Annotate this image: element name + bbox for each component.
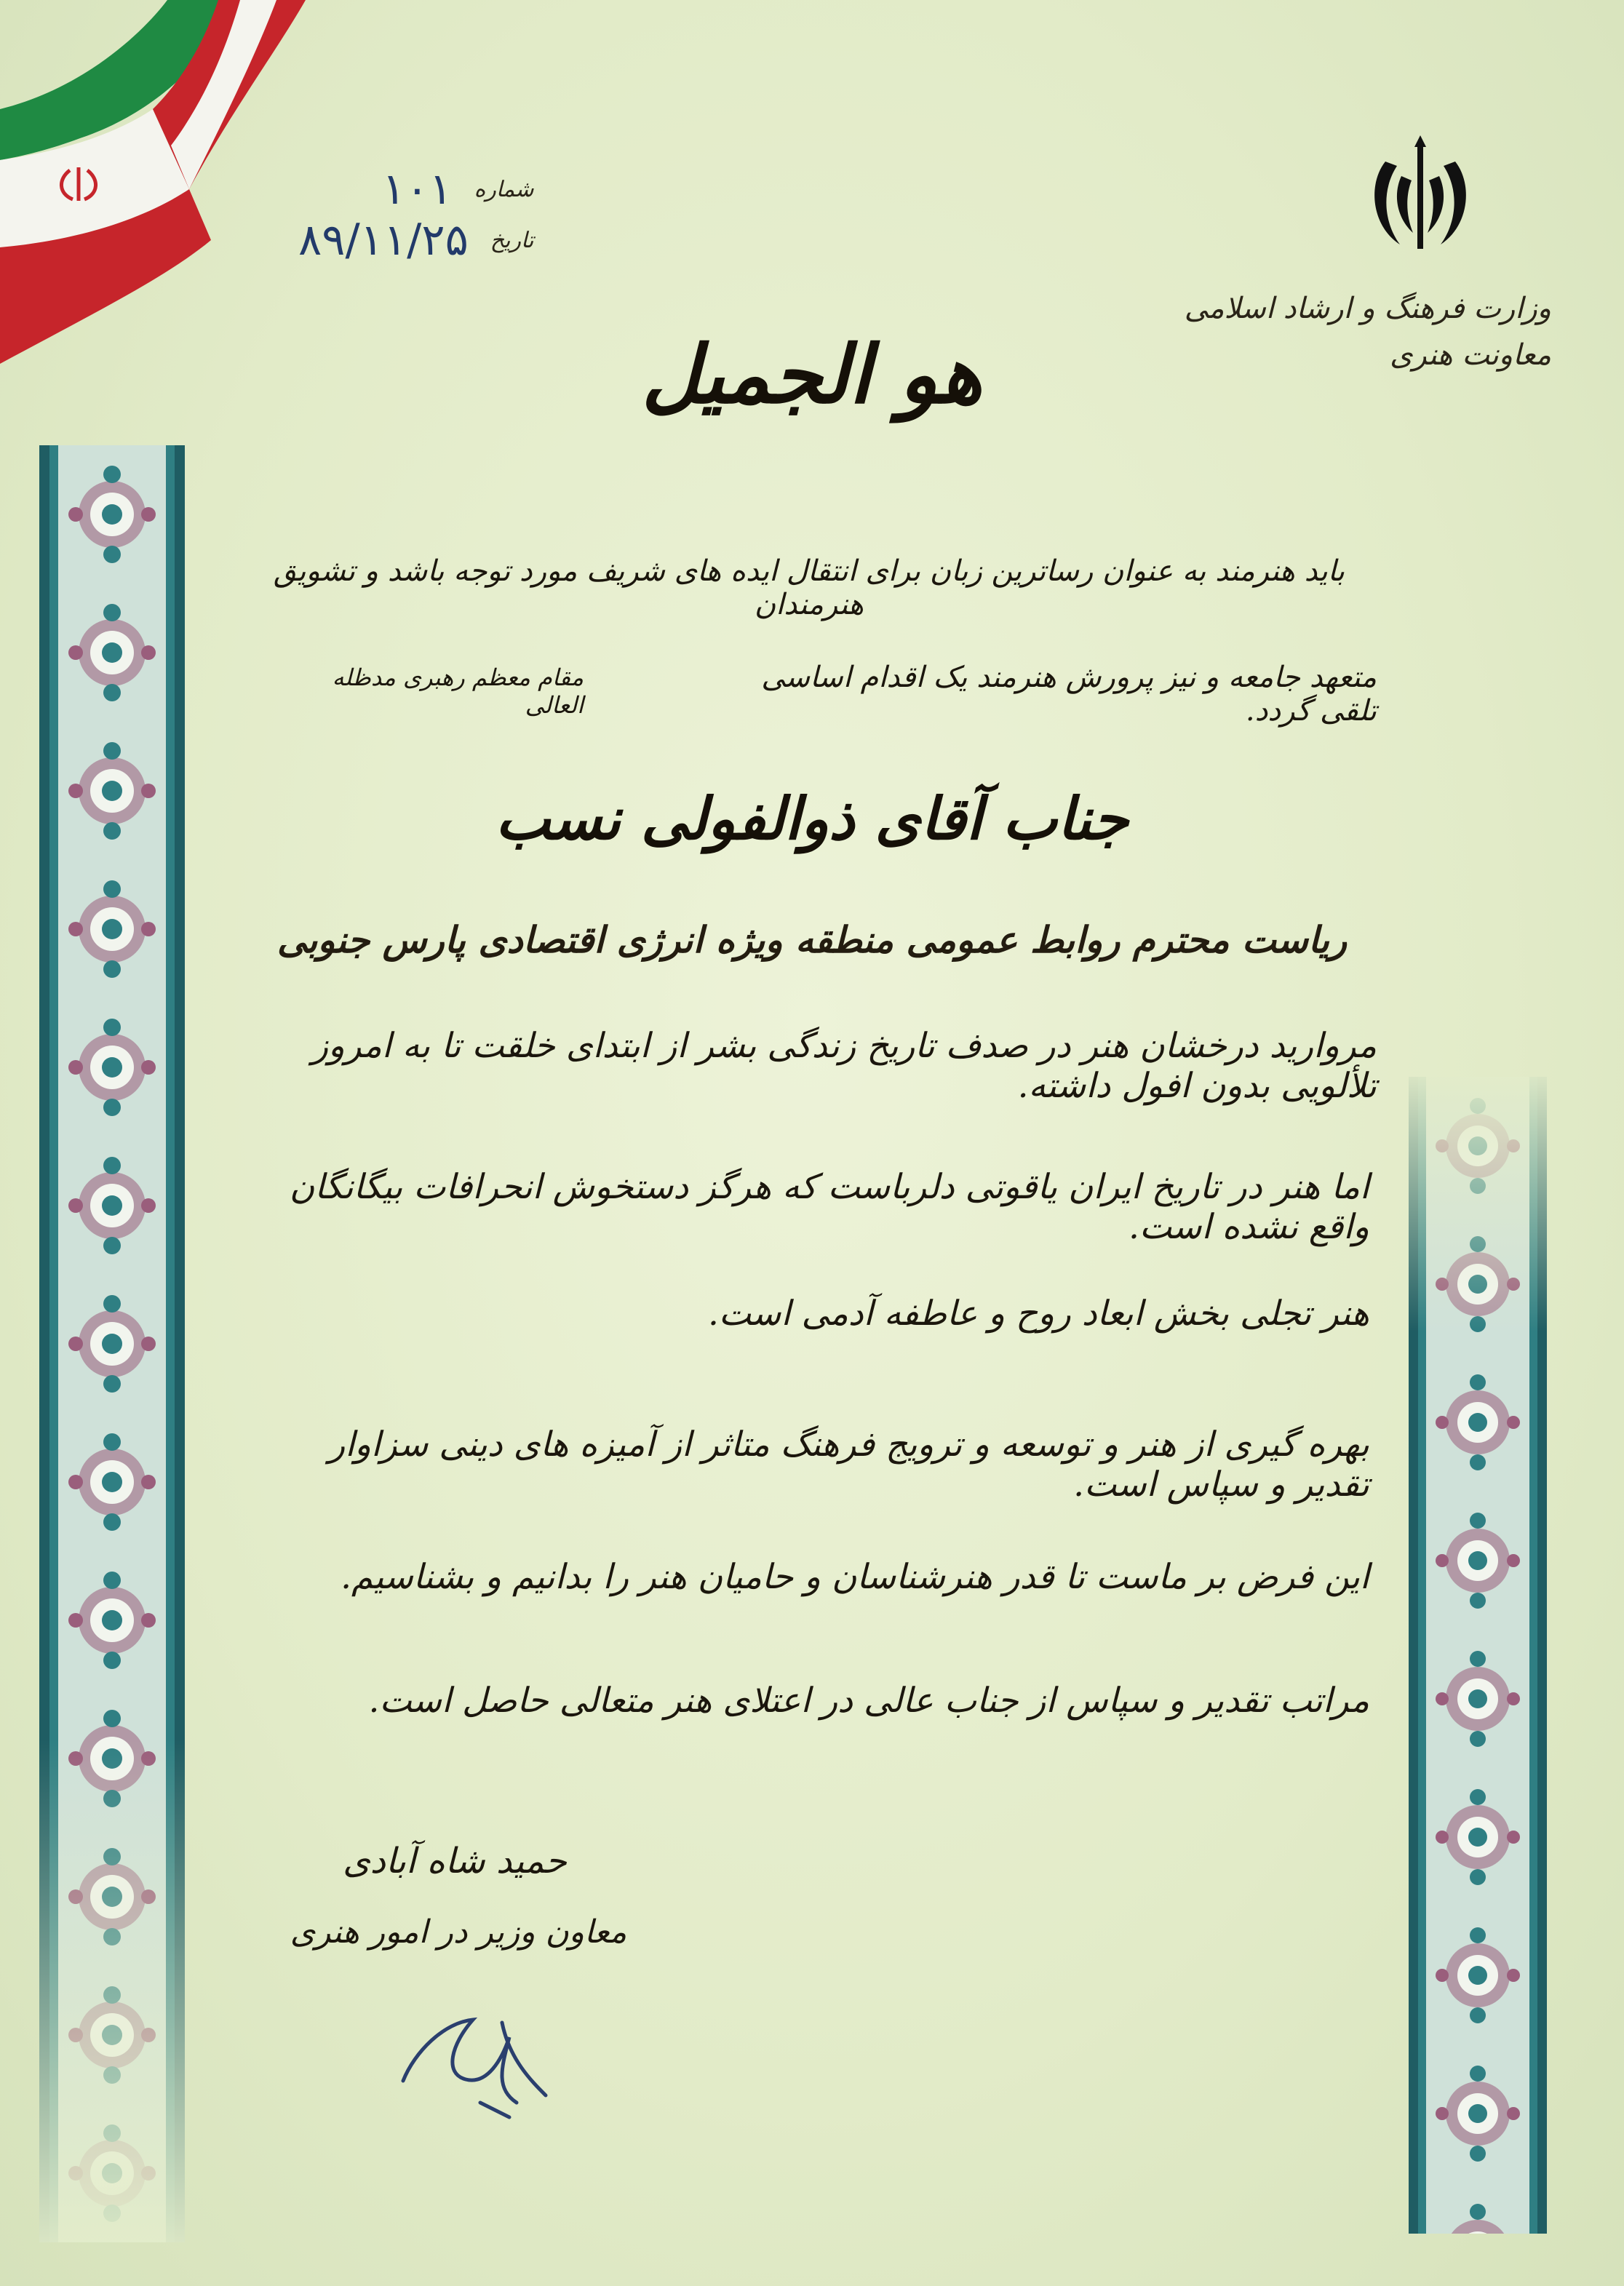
invocation-title: هو الجمیل [641, 327, 983, 421]
ministry-name: وزارت فرهنگ و ارشاد اسلامی [1184, 292, 1551, 325]
letter-number: ۱۰۱ [381, 164, 453, 215]
handwritten-signature-icon [393, 1994, 553, 2124]
body-paragraph-5: این فرض بر ماست تا قدر هنرشناسان و حامیان هنر را بدانیم و بشناسیم. [341, 1557, 1369, 1597]
body-paragraph-3: هنر تجلی بخش ابعاد روح و عاطفه آدمی است. [707, 1294, 1369, 1334]
number-label: شماره [474, 176, 534, 202]
iran-emblem-icon [1355, 132, 1486, 263]
quote-source: مقام معظم رهبری مدظله العالی [332, 664, 584, 719]
body-paragraph-2: اما هنر در تاریخ ایران یاقوتی دلرباست که هرگز دستخوش انحرافات بیگانگان واقع نشده است. [289, 1167, 1369, 1247]
number-date-block [298, 164, 534, 266]
body-paragraph-1: مروارید درخشان هنر در صدف تاریخ زندگی بشر از ابتدای خلقت تا به امروز تلألویی بدون افول داشته. [311, 1026, 1377, 1106]
date-label: تاریخ [490, 227, 534, 253]
body-paragraph-6: مراتب تقدیر و سپاس از جناب عالی در اعتلای هنر متعالی حاصل است. [368, 1681, 1369, 1721]
signer-role: معاون وزیر در امور هنری [290, 1913, 627, 1951]
left-decorative-border [39, 445, 185, 2242]
letter-date: ۸۹/۱۱/۲۵ [298, 215, 469, 266]
recipient-title: ریاست محترم روابط عمومی منطقه ویژه انرژی اقتصادی پارس جنوبی [276, 918, 1348, 961]
right-decorative-border [1409, 1077, 1547, 2234]
department-name: معاونت هنری [1390, 338, 1551, 372]
recipient-name: جناب آقای ذوالفولی نسب [495, 784, 1129, 853]
body-paragraph-4: بهره گیری از هنر و توسعه و ترویج فرهنگ متاثر از آمیزه های دینی سزاوار تقدیر و سپاس است. [328, 1425, 1369, 1505]
quote-line-1: باید هنرمند به عنوان رساترین زبان برای انتقال ایده های شریف مورد توجه باشد و تشویق هنرمندان [273, 554, 1345, 621]
quote-line-2: متعهد جامعه و نیز پرورش هنرمند یک اقدام اساسی تلقی گردد. [761, 661, 1377, 728]
signer-name: حمید شاه آبادی [343, 1841, 567, 1881]
